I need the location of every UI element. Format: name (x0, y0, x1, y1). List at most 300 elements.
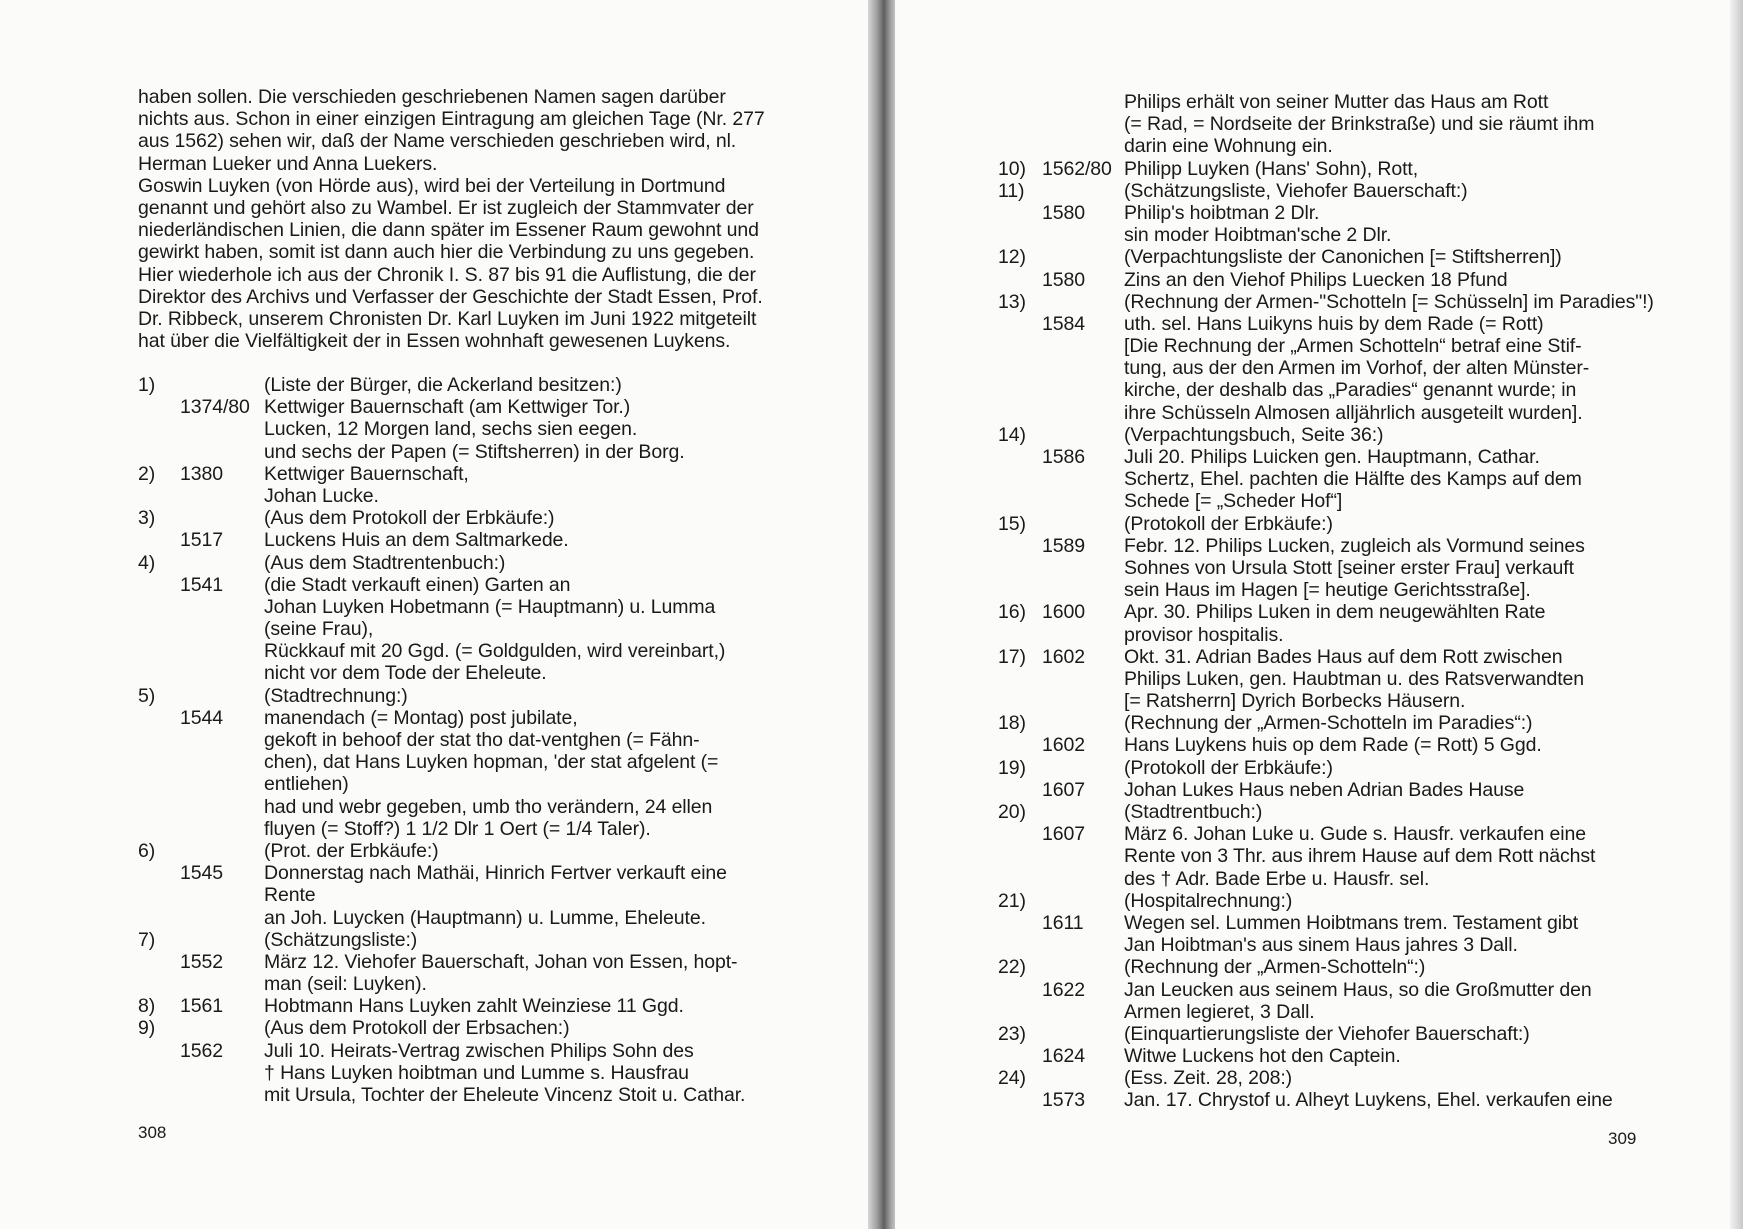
entry-year (180, 507, 264, 529)
entry-number: 24) (998, 1067, 1026, 1090)
entry-year (180, 884, 264, 906)
list-item (138, 529, 745, 551)
entry-text: Apr. 30. Philips Luken in dem neugewählten Rate (1124, 601, 1546, 624)
list-item (998, 557, 1654, 579)
entry-text: Wegen sel. Lummen Hoibtmans trem. Testament gibt (1124, 911, 1579, 934)
entry-text: Philip's hoibtman 2 Dlr. (1124, 201, 1320, 224)
paragraph-line: Dr. Ribbeck, unserem Chronisten Dr. Karl Luyken im Juni 1922 mitgeteilt (138, 307, 757, 330)
entry-year (1042, 956, 1124, 978)
list-item (138, 907, 745, 929)
paragraph-line: genannt und gehört also zu Wambel. Er ist zugleich der Stammvater der (138, 196, 754, 219)
list-item (998, 490, 1654, 512)
entry-text: † Hans Luyken hoibtman und Lumme s. Hausfrau (264, 1061, 689, 1084)
entry-year (180, 418, 264, 440)
entry-number (138, 884, 180, 906)
entry-year (180, 1084, 264, 1106)
entry-text: (Rechnung der „Armen-Schotteln“:) (1124, 956, 1426, 979)
entry-year (180, 685, 264, 707)
list-item (998, 113, 1654, 135)
entry-year (1042, 845, 1124, 867)
entry-number: 14) (998, 423, 1026, 446)
entry-number (138, 973, 180, 995)
entry-number: 20) (998, 801, 1026, 823)
entry-number (138, 796, 180, 818)
list-item (998, 1001, 1654, 1023)
entry-number (138, 574, 180, 596)
entry-number (998, 823, 1042, 845)
entry-year (1042, 135, 1124, 157)
list-item (998, 158, 1654, 180)
list-item (138, 951, 745, 973)
entry-text: [= Ratsherrn] Dyrich Borbecks Häusern. (1124, 690, 1466, 713)
entry-number (138, 1040, 180, 1062)
entry-year: 1573 (1042, 1089, 1085, 1112)
entry-year (1042, 668, 1124, 690)
list-item (138, 685, 745, 707)
list-item (138, 973, 745, 995)
entry-text: (Protokoll der Erbkäufe:) (1124, 756, 1333, 779)
entry-number: 7) (138, 928, 156, 951)
list-item (998, 335, 1654, 357)
entry-text: Jan Hoibtman's aus sinem Haus jahres 3 Dall. (1124, 934, 1518, 957)
entry-number: 21) (998, 889, 1026, 912)
entry-year (180, 973, 264, 995)
list-item (998, 1089, 1654, 1111)
entry-text: des † Adr. Bade Erbe u. Hausfr. sel. (1124, 867, 1430, 890)
entry-number (998, 402, 1042, 424)
entry-year (180, 796, 264, 818)
entry-number (998, 934, 1042, 956)
entry-number: 13) (998, 290, 1026, 313)
entry-list (998, 91, 1654, 1112)
entry-list (138, 374, 745, 1106)
entry-text: (Schätzungsliste, Viehofer Bauerschaft:) (1124, 179, 1468, 202)
entry-year (1042, 468, 1124, 490)
entry-year: 1580 (1042, 268, 1085, 291)
entry-number (998, 535, 1042, 557)
entry-year (1042, 246, 1124, 268)
entry-year: 1562/80 (1042, 157, 1112, 180)
entry-text: gekoft in behoof der stat tho dat-ventghen (= Fähn- (264, 729, 700, 751)
list-item (998, 734, 1654, 756)
entry-text: nicht vor dem Tode der Eheleute. (264, 662, 547, 685)
list-item (998, 1023, 1654, 1045)
entry-number (998, 690, 1042, 712)
entry-year: 1586 (1042, 446, 1085, 468)
entry-text: (Ess. Zeit. 28, 208:) (1124, 1067, 1293, 1090)
entry-text: kirche, der deshalb das „Paradies“ genannt wurde; in (1124, 379, 1577, 402)
entry-number: 5) (138, 684, 156, 707)
list-item (998, 912, 1654, 934)
entry-year (1042, 712, 1124, 734)
entry-number (138, 596, 180, 618)
entry-year: 1517 (180, 529, 223, 552)
entry-text: Schertz, Ehel. pachten die Hälfte des Kamps auf dem (1124, 468, 1582, 491)
entry-number (998, 490, 1042, 512)
entry-year (180, 441, 264, 463)
paragraph-line: Direktor des Archivs und Verfasser der Geschichte der Stadt Essen, Prof. (138, 285, 763, 308)
list-item (998, 823, 1654, 845)
entry-text: Kettwiger Bauernschaft (am Kettwiger Tor.) (264, 396, 631, 419)
entry-number: 12) (998, 246, 1026, 269)
paragraph-line: haben sollen. Die verschieden geschriebenen Namen sagen darüber (138, 86, 726, 108)
entry-text: Lucken, 12 Morgen land, sechs sien eegen. (264, 418, 638, 441)
entry-text: Zins an den Viehof Philips Luecken 18 Pfund (1124, 268, 1508, 291)
entry-year: 1552 (180, 950, 223, 973)
entry-year (180, 662, 264, 684)
entry-number (998, 335, 1042, 357)
entry-text: Philips Luken, gen. Haubtman u. des Ratsverwandten (1124, 667, 1585, 690)
entry-text: Kettwiger Bauernschaft, (264, 462, 469, 485)
entry-number (138, 818, 180, 840)
entry-text: ihre Schüsseln Almosen alljährlich ausgeteilt wurden]. (1124, 401, 1583, 424)
entry-year (1042, 513, 1124, 535)
entry-text: Juli 10. Heirats-Vertrag zwischen Philips Sohn des (264, 1039, 694, 1062)
list-item (138, 418, 745, 440)
entry-number (998, 557, 1042, 579)
list-item (138, 707, 745, 729)
entry-text: (Stadtrechnung:) (264, 684, 408, 707)
entry-text: März 6. Johan Luke u. Gude s. Hausfr. verkaufen eine (1124, 823, 1586, 846)
entry-text: Rückkauf mit 20 Ggd. (= Goldgulden, wird vereinbart,) (264, 640, 726, 663)
list-item (998, 424, 1654, 446)
entry-year (180, 552, 264, 574)
entry-text: (Verpachtungsliste der Canonichen [= Stiftsherren]) (1124, 246, 1562, 269)
entry-number (998, 779, 1042, 801)
entry-number (138, 485, 180, 507)
entry-text: Philipp Luyken (Hans' Sohn), Rott, (1124, 157, 1419, 180)
entry-text: (Protokoll der Erbkäufe:) (1124, 512, 1333, 535)
entry-text: (Einquartierungsliste der Viehofer Bauerschaft:) (1124, 1022, 1530, 1045)
entry-year: 1600 (1042, 601, 1085, 624)
list-item (998, 1045, 1654, 1067)
entry-year: 1602 (1042, 645, 1085, 668)
entry-number (998, 202, 1042, 224)
entry-number (998, 468, 1042, 490)
entry-number: 18) (998, 712, 1026, 735)
list-item (998, 845, 1654, 867)
entry-number (138, 951, 180, 973)
entry-number (998, 624, 1042, 646)
entry-text: März 12. Viehofer Bauerschaft, Johan von Essen, hopt- (264, 950, 738, 973)
entry-text: und sechs der Papen (= Stiftsherren) in der Borg. (264, 440, 685, 463)
list-item (138, 862, 745, 884)
entry-year: 1624 (1042, 1045, 1085, 1068)
entry-number: 17) (998, 645, 1026, 668)
entry-number (138, 529, 180, 551)
entry-text: Rente von 3 Thr. aus ihrem Hause auf dem Rott nächst (1124, 845, 1596, 868)
entry-number (998, 845, 1042, 867)
entry-year (1042, 291, 1124, 313)
entry-text: Johan Luyken Hobetmann (= Hauptmann) u. Lumma (264, 595, 716, 618)
list-item (138, 574, 745, 596)
list-item (138, 396, 745, 418)
entry-text: [Die Rechnung der „Armen Schotteln“ betraf eine Stif- (1124, 335, 1582, 358)
list-item (998, 624, 1654, 646)
entry-text: Schede [= „Scheder Hof“] (1124, 490, 1343, 513)
entry-year (180, 618, 264, 640)
list-item (138, 1062, 745, 1084)
entry-year: 1607 (1042, 823, 1085, 846)
entry-text: (Stadtrentbuch:) (1124, 801, 1263, 823)
entry-number (998, 135, 1042, 157)
entry-number (998, 269, 1042, 291)
entry-text: Hobtmann Hans Luyken zahlt Weinziese 11 Ggd. (264, 995, 684, 1018)
entry-year (1042, 557, 1124, 579)
entry-text: had und webr gegeben, umb tho verändern, 24 ellen (264, 795, 713, 818)
paragraph-line: Hier wiederhole ich aus der Chronik I. S. 87 bis 91 die Auflistung, die der (138, 263, 756, 286)
list-item (138, 618, 745, 640)
entry-text: tung, aus der den Armen im Vorhof, der alten Münster- (1124, 357, 1590, 380)
entry-year: 1374/80 (180, 396, 250, 419)
list-item (998, 934, 1654, 956)
entry-number: 4) (138, 551, 156, 574)
list-item (998, 180, 1654, 202)
list-item (998, 690, 1654, 712)
entry-year: 1541 (180, 573, 223, 596)
entry-text: (die Stadt verkauft einen) Garten an (264, 573, 571, 596)
list-item (138, 441, 745, 463)
list-item (998, 868, 1654, 890)
entry-text: sin moder Hoibtman'sche 2 Dlr. (1124, 224, 1392, 247)
entry-text: (Prot. der Erbkäufe:) (264, 839, 439, 862)
entry-text: (Rechnung der „Armen-Schotteln im Paradies“:) (1124, 712, 1533, 735)
entry-text: fluyen (= Stoff?) 1 1/2 Dlr 1 Oert (= 1/4 Taler). (264, 817, 651, 840)
entry-text: Armen legieret, 3 Dall. (1124, 1000, 1315, 1023)
entry-number (998, 1001, 1042, 1023)
entry-number (138, 418, 180, 440)
list-item (138, 507, 745, 529)
entry-text: Witwe Luckens hot den Captein. (1124, 1045, 1401, 1068)
list-item (138, 1040, 745, 1062)
entry-text: (seine Frau), (264, 618, 374, 641)
paragraph-line: nichts aus. Schon in einer einzigen Eintragung am gleichen Tage (Nr. 277 (138, 108, 765, 131)
entry-number (998, 313, 1042, 335)
entry-year: 1380 (180, 462, 223, 485)
entry-number (138, 441, 180, 463)
entry-year (180, 840, 264, 862)
entry-text: (Liste der Bürger, die Ackerland besitzen:) (264, 374, 622, 396)
entry-year (1042, 579, 1124, 601)
list-item (998, 402, 1654, 424)
entry-text: (= Rad, = Nordseite der Brinkstraße) und sie räumt ihm (1124, 113, 1595, 136)
entry-year (1042, 357, 1124, 379)
entry-text: Jan. 17. Chrystof u. Alheyt Luykens, Ehel. verkaufen eine (1124, 1089, 1613, 1112)
entry-number (138, 1084, 180, 1106)
entry-number (998, 668, 1042, 690)
entry-year (180, 1017, 264, 1039)
page-number: 308 (138, 1123, 167, 1142)
entry-number: 16) (998, 601, 1026, 624)
list-item (998, 269, 1654, 291)
entry-year (180, 818, 264, 840)
entry-text: Febr. 12. Philips Lucken, zugleich als Vormund seines (1124, 534, 1585, 557)
entry-number (138, 862, 180, 884)
list-item (998, 956, 1654, 978)
entry-text: (Aus dem Stadtrentenbuch:) (264, 551, 506, 574)
list-item (998, 202, 1654, 224)
entry-year (180, 751, 264, 773)
entry-number (998, 1045, 1042, 1067)
list-item (138, 662, 745, 684)
entry-number (138, 707, 180, 729)
list-item (998, 535, 1654, 557)
entry-number (998, 868, 1042, 890)
entry-number (998, 357, 1042, 379)
entry-number: 8) (138, 995, 156, 1018)
entry-number (138, 751, 180, 773)
entry-year (180, 596, 264, 618)
entry-text: Johan Lucke. (264, 484, 379, 507)
entry-text: Sohnes von Ursula Stott [seiner erster Frau] verkauft (1124, 556, 1574, 579)
entry-text: darin eine Wohnung ein. (1124, 135, 1333, 158)
entry-text: sein Haus im Hagen [= heutige Gerichtsstraße]. (1124, 579, 1531, 602)
entry-text: Luckens Huis an dem Saltmarkede. (264, 529, 569, 552)
entry-number (998, 579, 1042, 601)
entry-year: 1584 (1042, 312, 1085, 335)
entry-number (998, 1089, 1042, 1111)
list-item (998, 668, 1654, 690)
list-item (998, 468, 1654, 490)
paragraph-line: hat über die Vielfältigkeit der in Essen wohnhaft gewesenen Luykens. (138, 330, 731, 353)
list-item (138, 884, 745, 906)
entry-year (1042, 890, 1124, 912)
entry-number (998, 734, 1042, 756)
entry-number: 2) (138, 462, 156, 485)
list-item (998, 357, 1654, 379)
list-item (998, 91, 1654, 113)
entry-number: 9) (138, 1017, 156, 1040)
entry-year (180, 929, 264, 951)
list-item (138, 1084, 745, 1106)
entry-year: 1561 (180, 995, 223, 1018)
entry-year (1042, 1001, 1124, 1023)
list-item (998, 1067, 1654, 1089)
list-item (998, 313, 1654, 335)
list-item (998, 224, 1654, 246)
paragraph-line: aus 1562) sehen wir, daß der Name verschieden geschrieben wird, nl. (138, 130, 737, 153)
list-item (138, 640, 745, 662)
entry-year: 1544 (180, 706, 223, 729)
entry-number: 1) (138, 374, 156, 396)
entry-text: Rente (264, 884, 316, 907)
entry-number (138, 729, 180, 751)
page-edge (1730, 0, 1743, 1229)
paragraph-line: Herman Lueker und Anna Luekers. (138, 152, 438, 175)
entry-number: 19) (998, 756, 1026, 779)
entry-number (138, 618, 180, 640)
entry-text: Hans Luykens huis op dem Rade (= Rott) 5 Ggd. (1124, 734, 1542, 757)
entry-year (1042, 490, 1124, 512)
entry-number: 22) (998, 956, 1026, 979)
entry-number (138, 662, 180, 684)
list-item (138, 929, 745, 951)
entry-year (1042, 757, 1124, 779)
list-item (138, 840, 745, 862)
entry-text: chen), dat Hans Luyken hopman, 'der stat afgelent (= (264, 751, 719, 774)
list-item (998, 291, 1654, 313)
list-item (138, 596, 745, 618)
list-item (998, 246, 1654, 268)
entry-number: 10) (998, 157, 1026, 180)
entry-number (998, 224, 1042, 246)
entry-year (1042, 801, 1124, 823)
entry-text: Donnerstag nach Mathäi, Hinrich Fertver verkauft eine (264, 862, 727, 885)
list-item (138, 729, 745, 751)
entry-year (180, 374, 264, 396)
list-item (998, 446, 1654, 468)
paragraph-line: gewirkt haben, somit ist dann auch hier die Verbindung zu uns gegeben. (138, 241, 755, 264)
entry-year: 1602 (1042, 734, 1085, 757)
entry-year (1042, 624, 1124, 646)
paragraph-line: Goswin Luyken (von Hörde aus), wird bei der Verteilung in Dortmund (138, 174, 726, 197)
entry-text: Okt. 31. Adrian Bades Haus auf dem Rott zwischen (1124, 645, 1563, 668)
entry-year (1042, 113, 1124, 135)
entry-year: 1545 (180, 862, 223, 885)
page-number: 309 (1608, 1129, 1637, 1148)
entry-number (138, 907, 180, 929)
entry-year (180, 485, 264, 507)
entry-text: (Aus dem Protokoll der Erbkäufe:) (264, 507, 555, 530)
list-item (998, 779, 1654, 801)
list-item (138, 374, 745, 396)
list-item (998, 890, 1654, 912)
entry-text: man (seil: Luyken). (264, 973, 427, 996)
entry-year (1042, 180, 1124, 202)
entry-year: 1611 (1042, 911, 1084, 934)
entry-number: 23) (998, 1022, 1026, 1045)
entry-number: 6) (138, 839, 156, 862)
entry-text: entliehen) (264, 773, 349, 796)
entry-number (998, 446, 1042, 468)
list-item (998, 757, 1654, 779)
entry-text: Philips erhält von seiner Mutter das Haus am Rott (1124, 91, 1549, 113)
entry-year (180, 773, 264, 795)
entry-text: manendach (= Montag) post jubilate, (264, 706, 578, 729)
entry-text: provisor hospitalis. (1124, 623, 1284, 646)
entry-text: (Schätzungsliste:) (264, 928, 418, 951)
entry-year: 1562 (180, 1039, 223, 1062)
entry-year: 1622 (1042, 978, 1085, 1001)
entry-text: Jan Leucken aus seinem Haus, so die Großmutter den (1124, 978, 1592, 1001)
entry-number (138, 640, 180, 662)
list-item (138, 485, 745, 507)
entry-year (180, 1062, 264, 1084)
entry-year (1042, 424, 1124, 446)
entry-text: (Aus dem Protokoll der Erbsachen:) (264, 1017, 570, 1040)
list-item (998, 135, 1654, 157)
entry-year (1042, 91, 1124, 113)
entry-number: 11) (998, 179, 1025, 202)
list-item (138, 773, 745, 795)
entry-year: 1607 (1042, 778, 1085, 801)
entry-number (138, 1062, 180, 1084)
entry-year (180, 907, 264, 929)
entry-text: uth. sel. Hans Luikyns huis by dem Rade (= Rott) (1124, 312, 1544, 335)
entry-number: 3) (138, 507, 156, 530)
entry-number (138, 773, 180, 795)
entry-number (998, 912, 1042, 934)
entry-year (1042, 1023, 1124, 1045)
list-item (138, 818, 745, 840)
list-item (138, 463, 745, 485)
paragraph-line: niederländischen Linien, die dann später im Essener Raum gewohnt und (138, 219, 759, 242)
entry-year (180, 729, 264, 751)
list-item (998, 601, 1654, 623)
list-item (138, 751, 745, 773)
entry-text: an Joh. Luycken (Hauptmann) u. Lumme, Eheleute. (264, 906, 706, 929)
entry-year (1042, 224, 1124, 246)
